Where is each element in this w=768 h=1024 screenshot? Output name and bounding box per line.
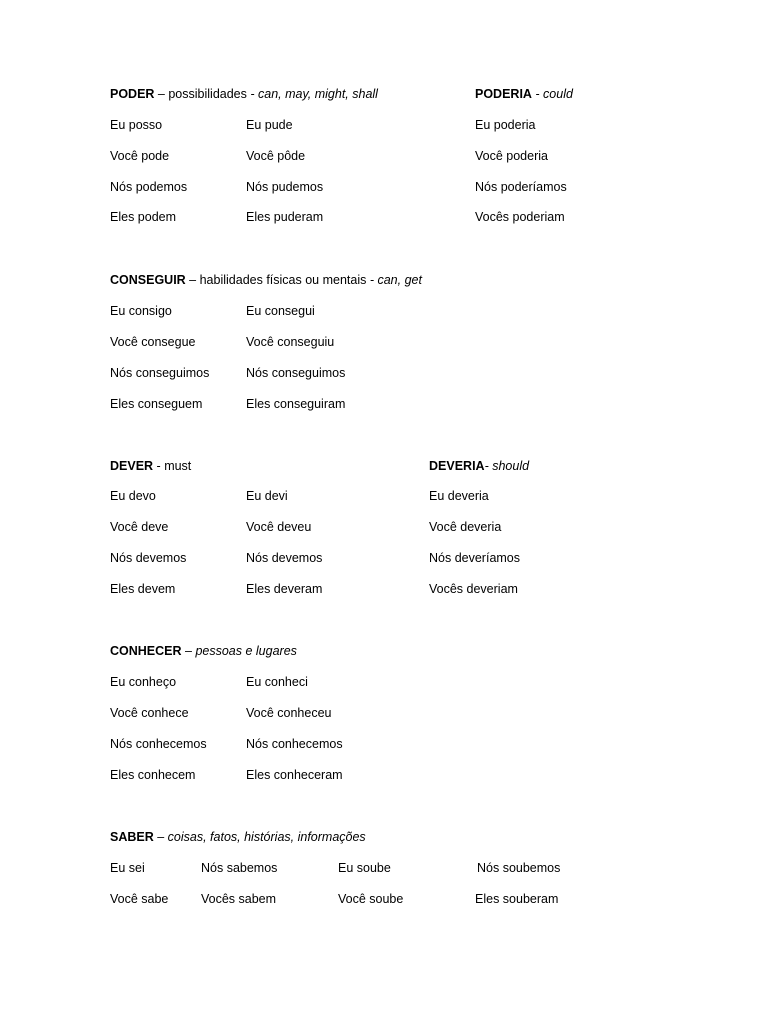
conseguir-verb: CONSEGUIR (110, 273, 186, 287)
deveria-english: - should (484, 459, 530, 473)
conhecer-present-1: Eu conheço (110, 675, 177, 689)
poder-desc: possibilidades (168, 87, 247, 101)
dever-conditional-4: Vocês deveriam (429, 582, 518, 596)
conhecer-past-3: Nós conhecemos (246, 737, 343, 751)
dever-past-2: Você deveu (246, 520, 312, 534)
saber-english: coisas, fatos, histórias, informações (167, 830, 366, 844)
poder-present-3: Nós podemos (110, 180, 188, 194)
conseguir-present-1: Eu consigo (110, 304, 172, 318)
conhecer-dash: – (181, 644, 196, 658)
poder-dash: – (154, 87, 169, 101)
saber-dash: – (153, 830, 168, 844)
conhecer-past-2: Você conheceu (246, 706, 332, 720)
conhecer-verb: CONHECER (110, 644, 182, 658)
poder-present-4: Eles podem (110, 210, 177, 224)
conseguir-dash: – (185, 273, 200, 287)
conhecer-past-4: Eles conheceram (246, 768, 343, 782)
poderia-heading (475, 86, 573, 102)
dever-past-4: Eles deveram (246, 582, 323, 596)
dever-heading (110, 458, 191, 474)
saber-heading (110, 829, 366, 845)
poder-heading (110, 86, 378, 102)
conhecer-english: pessoas e lugares (195, 644, 297, 658)
saber-row2-col4: Eles souberam (475, 892, 559, 906)
dever-present-4: Eles devem (110, 582, 176, 596)
dever-present-3: Nós devemos (110, 551, 187, 565)
dever-english: must (164, 459, 192, 473)
conhecer-present-2: Você conhece (110, 706, 189, 720)
poder-past-1: Eu pude (246, 118, 293, 132)
poder-present-1: Eu posso (110, 118, 163, 132)
poder-conditional-1: Eu poderia (475, 118, 536, 132)
poder-english: - can, may, might, shall (246, 87, 378, 101)
saber-row2-col2: Vocês sabem (201, 892, 277, 906)
poder-conditional-3: Nós poderíamos (475, 180, 567, 194)
saber-row1-col4: Nós soubemos (477, 861, 561, 875)
saber-row1-col1: Eu sei (110, 861, 145, 875)
saber-verb: SABER (110, 830, 154, 844)
poder-past-4: Eles puderam (246, 210, 324, 224)
dever-conditional-1: Eu deveria (429, 489, 489, 503)
poder-verb: PODER (110, 87, 155, 101)
dever-verb: DEVER (110, 459, 154, 473)
deveria-verb: DEVERIA (429, 459, 485, 473)
poder-conditional-2: Você poderia (475, 149, 548, 163)
dever-present-2: Você deve (110, 520, 169, 534)
conhecer-past-1: Eu conheci (246, 675, 308, 689)
conhecer-heading (110, 643, 297, 659)
dever-conditional-3: Nós deveríamos (429, 551, 521, 565)
poder-conditional-4: Vocês poderiam (475, 210, 565, 224)
deveria-heading (429, 458, 529, 474)
poderia-verb: PODERIA (475, 87, 532, 101)
conseguir-present-2: Você consegue (110, 335, 196, 349)
dever-conditional-2: Você deveria (429, 520, 502, 534)
poder-past-3: Nós pudemos (246, 180, 324, 194)
conseguir-past-4: Eles conseguiram (246, 397, 346, 411)
dever-past-1: Eu devi (246, 489, 288, 503)
conseguir-present-4: Eles conseguem (110, 397, 203, 411)
dever-dash: - (153, 459, 165, 473)
poder-past-2: Você pôde (246, 149, 306, 163)
saber-row2-col3: Você soube (338, 892, 404, 906)
saber-row1-col3: Eu soube (338, 861, 391, 875)
poder-present-2: Você pode (110, 149, 170, 163)
conhecer-present-3: Nós conhecemos (110, 737, 207, 751)
saber-row2-col1: Você sabe (110, 892, 169, 906)
dever-past-3: Nós devemos (246, 551, 323, 565)
saber-row1-col2: Nós sabemos (201, 861, 278, 875)
poderia-english: - could (531, 87, 573, 101)
conseguir-present-3: Nós conseguimos (110, 366, 210, 380)
conseguir-past-2: Você conseguiu (246, 335, 335, 349)
conhecer-present-4: Eles conhecem (110, 768, 196, 782)
dever-present-1: Eu devo (110, 489, 156, 503)
conseguir-past-1: Eu consegui (246, 304, 315, 318)
conseguir-heading (110, 272, 422, 288)
conseguir-past-3: Nós conseguimos (246, 366, 346, 380)
conseguir-english: - can, get (366, 273, 422, 287)
conseguir-desc: habilidades físicas ou mentais (199, 273, 367, 287)
